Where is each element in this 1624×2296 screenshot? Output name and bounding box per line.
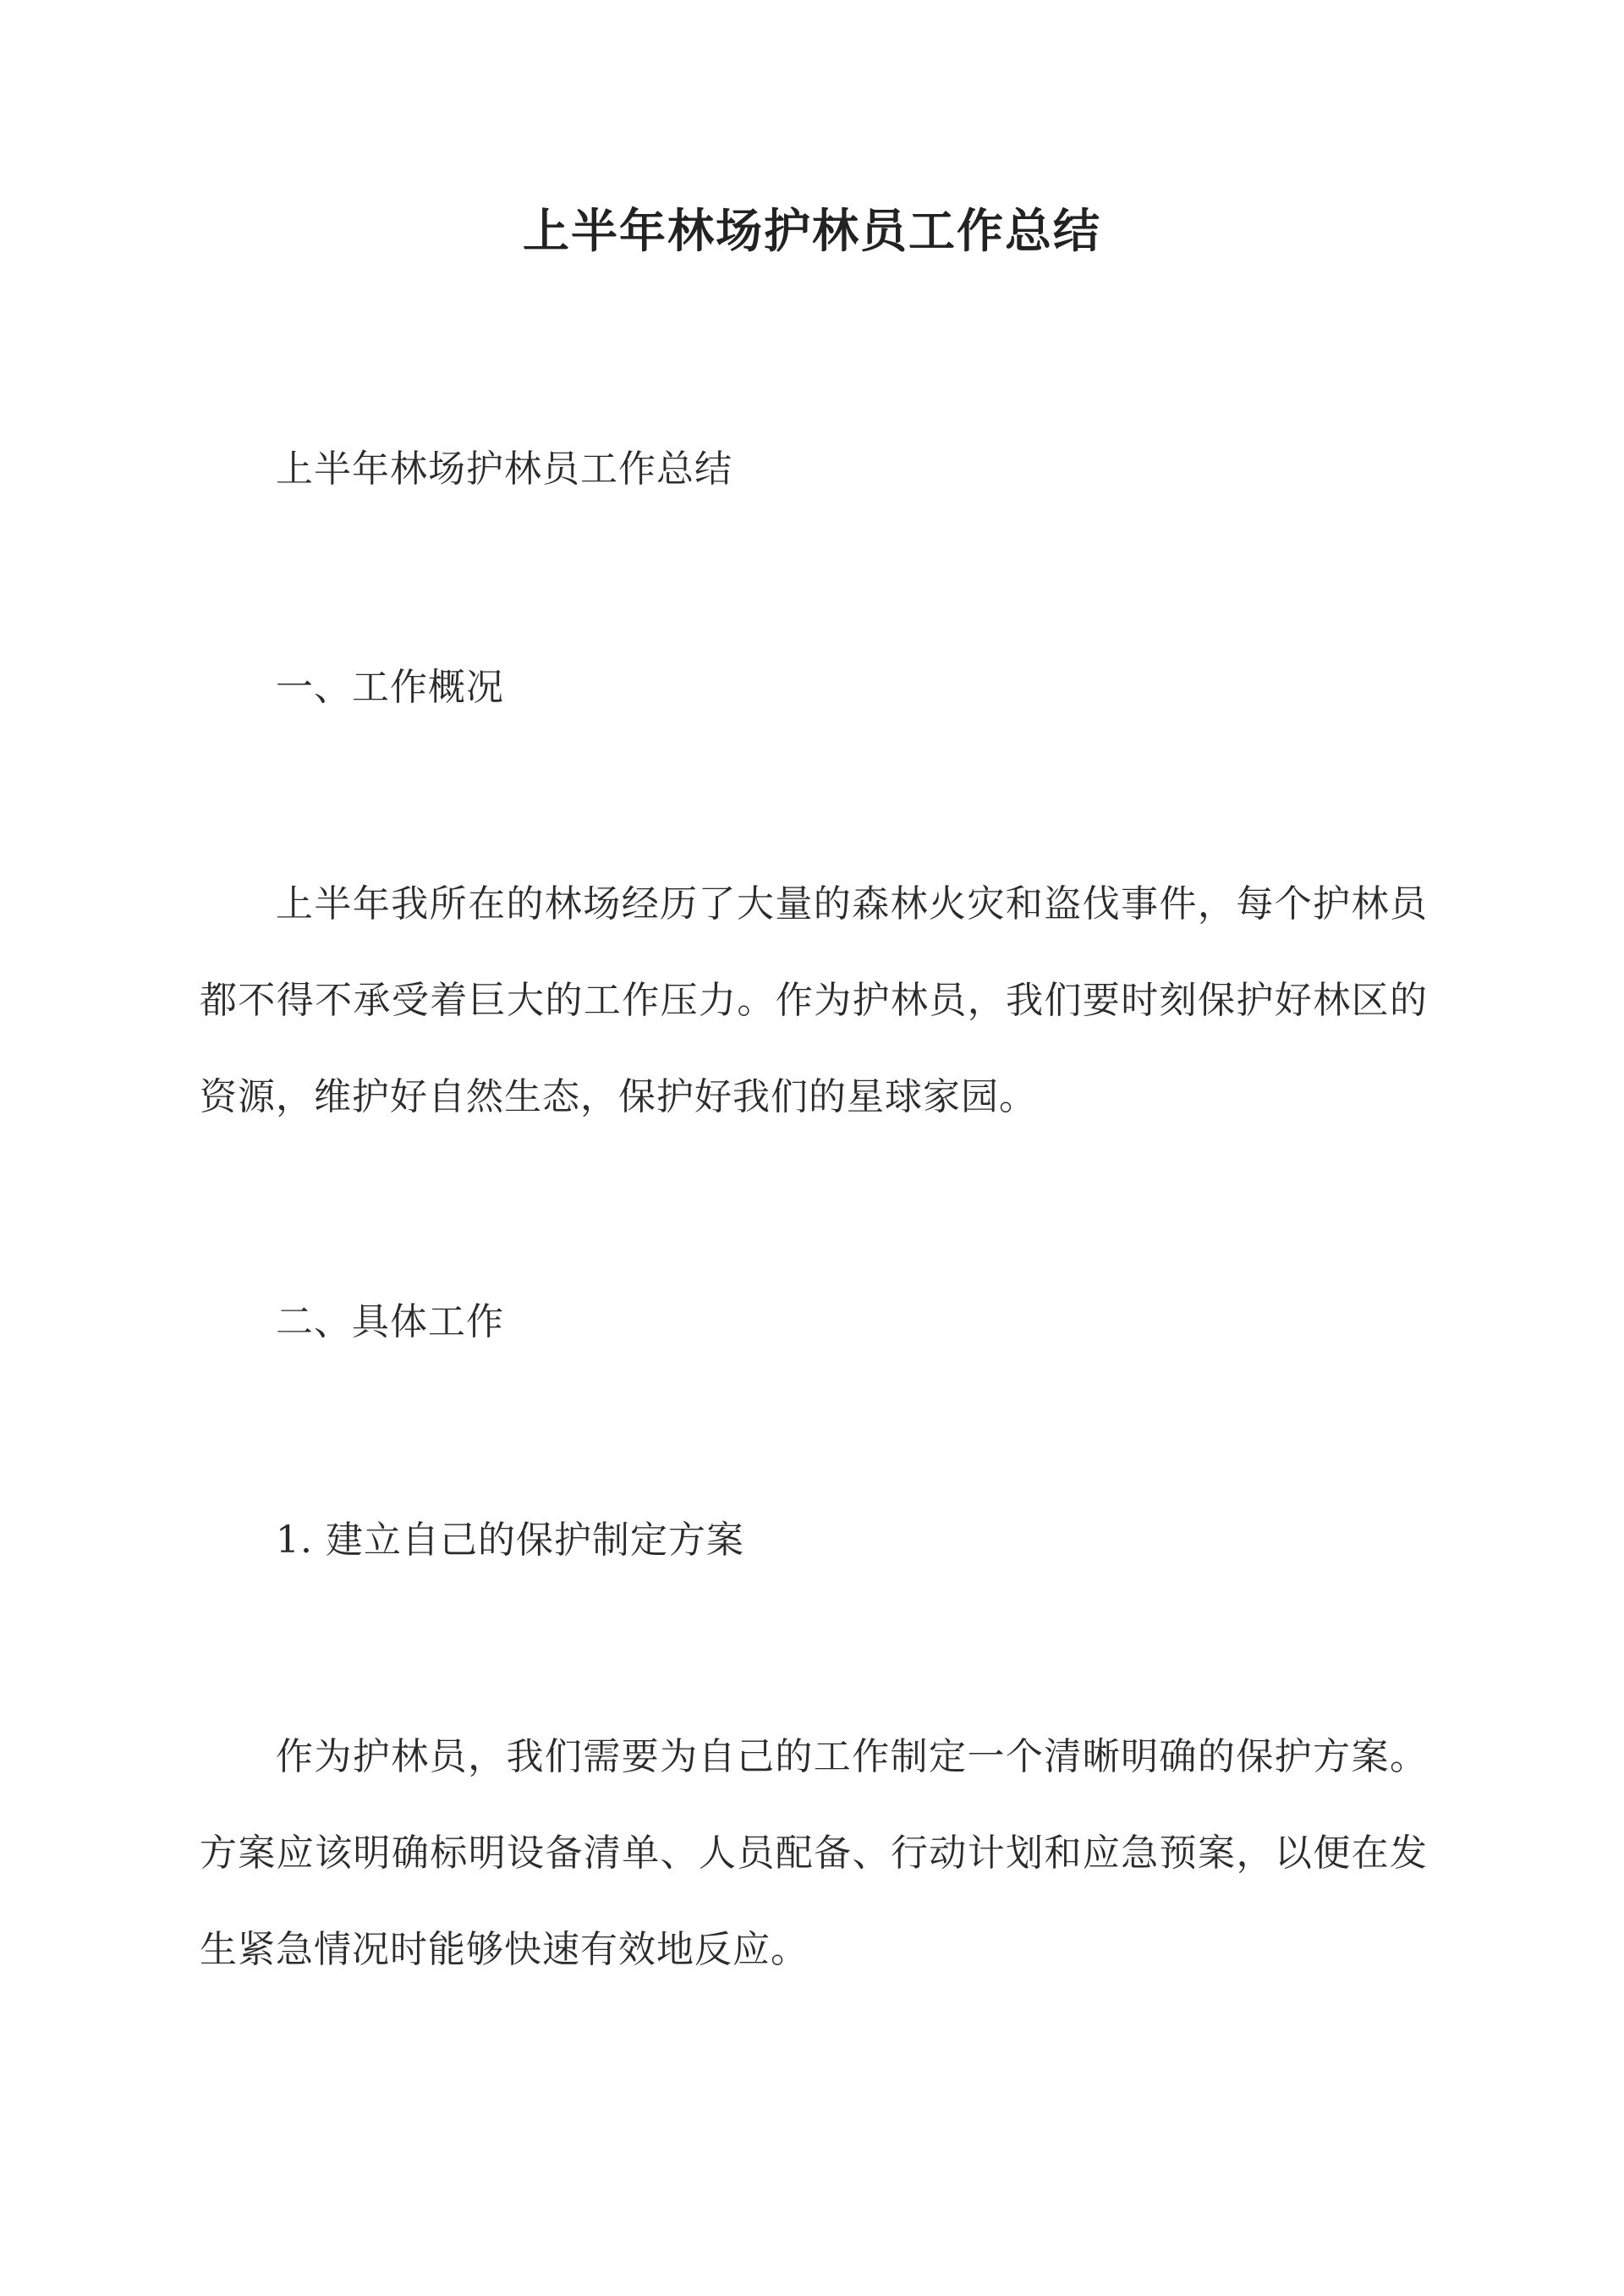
section-heading-specific-work: 二、具体工作 — [276, 1300, 504, 1343]
paragraph-protection-plan: 作为护林员，我们需要为自己的工作制定一个清晰明确的保护方案。方案应该明确标明设备清单、人员配备、行动计划和应急预案，以便在发生紧急情况时能够快速有效地反应。 — [200, 1735, 1428, 1971]
item-heading-protection-plan: 1. 建立自己的保护制定方案 — [276, 1519, 744, 1562]
document-title: 上半年林场护林员工作总结 — [522, 203, 1101, 258]
paragraph-overview: 上半年我所在的林场经历了大量的森林火灾和盗伐事件，每个护林员都不得不承受着巨大的工作压力。作为护林员，我们要时刻保护好林区的资源，维护好自然生态，保护好我们的星球家园。 — [200, 882, 1428, 1118]
section-heading-overview: 一、工作概况 — [276, 666, 504, 709]
document-subtitle: 上半年林场护林员工作总结 — [276, 448, 732, 491]
